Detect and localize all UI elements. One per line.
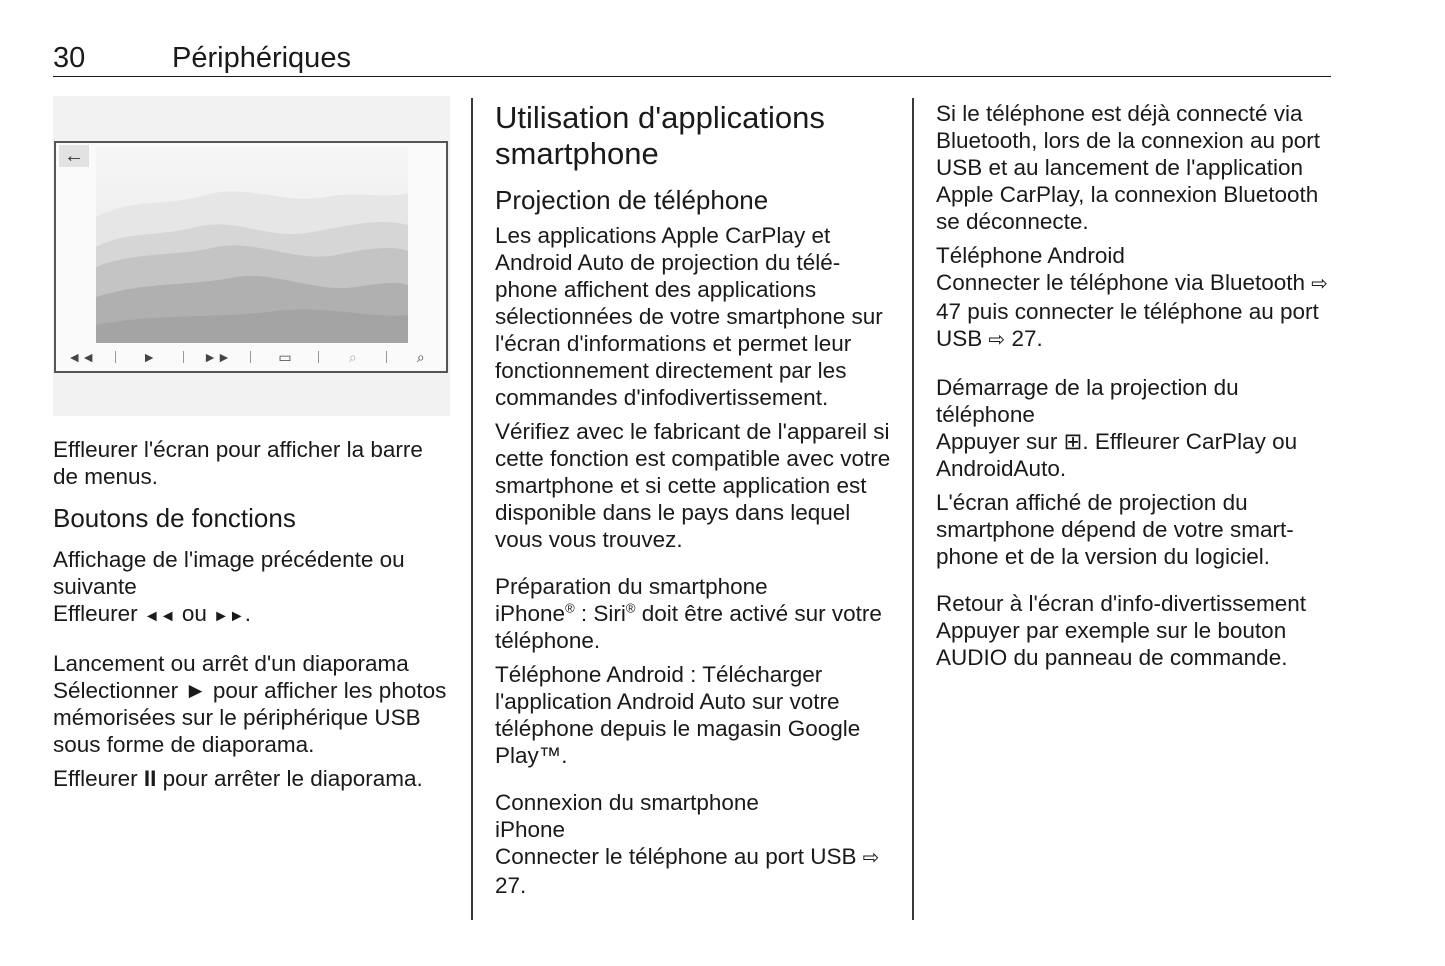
back-arrow-icon: ←	[59, 145, 89, 167]
play-icon: ►	[142, 349, 157, 365]
pause-icon: II	[143, 766, 157, 791]
fast-forward-icon: ►►	[213, 608, 245, 625]
column-left	[53, 96, 453, 792]
paragraph-iphone: iPhone® : Siri® doit être activé sur votre téléphone.	[495, 600, 882, 653]
paragraph: Les applications Apple CarPlay et Android Auto de projection du téléphone affichent des applications sélectionnées de votre smartphone sur l'écran d'informations et permet leur fonctionnement directement par les commandes d'infodivertissement.	[495, 223, 883, 410]
apps-grid-icon: ⊞	[1063, 429, 1083, 454]
section-title: Périphériques	[172, 42, 351, 74]
separator	[250, 351, 251, 363]
subheading-connection: Connexion du smartphone	[495, 790, 759, 815]
rewind-icon: ◄◄	[143, 608, 176, 625]
heading-buttons: Boutons de fonctions	[53, 503, 296, 533]
mountain-photo	[96, 147, 408, 343]
subheading-return: Retour à l'écran d'info-divertissement	[936, 591, 1307, 616]
subheading-slideshow: Lancement ou arrêt d'un diaporama	[53, 651, 409, 676]
subheading-iphone: iPhone	[495, 817, 566, 842]
separator	[318, 351, 319, 363]
cross-reference-icon: ⇨	[988, 329, 1006, 351]
column-middle	[495, 100, 895, 899]
paragraph: Effleurer l'écran pour afficher la barre de menus.	[53, 437, 423, 489]
separator	[115, 351, 116, 363]
zoom-in-icon: ⌕	[416, 348, 425, 365]
paragraph-android: Téléphone Android : Télécharger l'application Android Auto sur votre téléphone depuis le magasin Google Play™.	[495, 662, 861, 768]
paragraph: Si le téléphone est déjà connecté via Bluetooth, lors de la connexion au port USB et au lancement de l'application Apple CarPlay, la connexion Bluetooth se déconnecte.	[936, 101, 1321, 234]
page-header	[53, 40, 1331, 77]
rewind-icon: ◄◄	[67, 349, 96, 365]
column-right	[936, 100, 1336, 671]
heading-projection: Projection de téléphone	[495, 185, 769, 215]
separator	[183, 351, 184, 363]
screen-icon: ▭	[278, 348, 292, 365]
page-number: 30	[53, 42, 86, 74]
paragraph: Appuyer par exemple sur le bouton AUDIO du panneau de commande.	[936, 618, 1288, 670]
paragraph-stop: Effleurer II pour arrêter le diaporama.	[53, 766, 423, 791]
column-divider	[471, 98, 473, 920]
subheading-preparation: Préparation du smartphone	[495, 574, 768, 599]
zoom-out-icon: ⌕	[348, 348, 357, 365]
paragraph-android-connect: Connecter le téléphone via Bluetooth ⇨ 47 puis connecter le téléphone au port USB ⇨ 27.	[936, 270, 1329, 351]
subheading-start-projection: Démarrage de la projection du téléphone	[936, 375, 1239, 427]
paragraph: L'écran affiché de projection du smartphone dépend de votre smartphone et de la version du logiciel.	[936, 490, 1294, 569]
cross-reference-icon: ⇨	[1311, 273, 1329, 295]
section-heading: Utilisation d'applications smartphone	[495, 100, 825, 171]
media-control-bar	[56, 343, 446, 371]
paragraph-start: Appuyer sur ⊞. Effleurer CarPlay ou AndroidAuto.	[936, 429, 1298, 481]
paragraph-connect: Connecter le téléphone au port USB ⇨ 27.	[495, 844, 880, 898]
cross-reference-icon: ⇨	[862, 847, 880, 869]
screen-illustration	[53, 96, 450, 416]
column-divider	[912, 98, 914, 920]
subheading-android: Téléphone Android	[936, 243, 1125, 268]
paragraph-prev-next: Effleurer ◄◄ ou ►►.	[53, 601, 252, 626]
paragraph: Vérifiez avec le fabricant de l'appareil si cette fonction est compatible avec votre smartphone et si cette application est disponible dans le pays dans lequel vous vous trouvez.	[495, 419, 891, 552]
play-icon: ►	[184, 678, 207, 703]
subheading-prev-next: Affichage de l'image précédente ou suivante	[53, 547, 405, 599]
fast-forward-icon: ►►	[203, 349, 231, 365]
paragraph-slideshow: Sélectionner ► pour afficher les photos mémorisées sur le périphérique USB sous forme de diaporama.	[53, 678, 447, 757]
separator	[386, 351, 387, 363]
display-screen	[54, 141, 448, 373]
